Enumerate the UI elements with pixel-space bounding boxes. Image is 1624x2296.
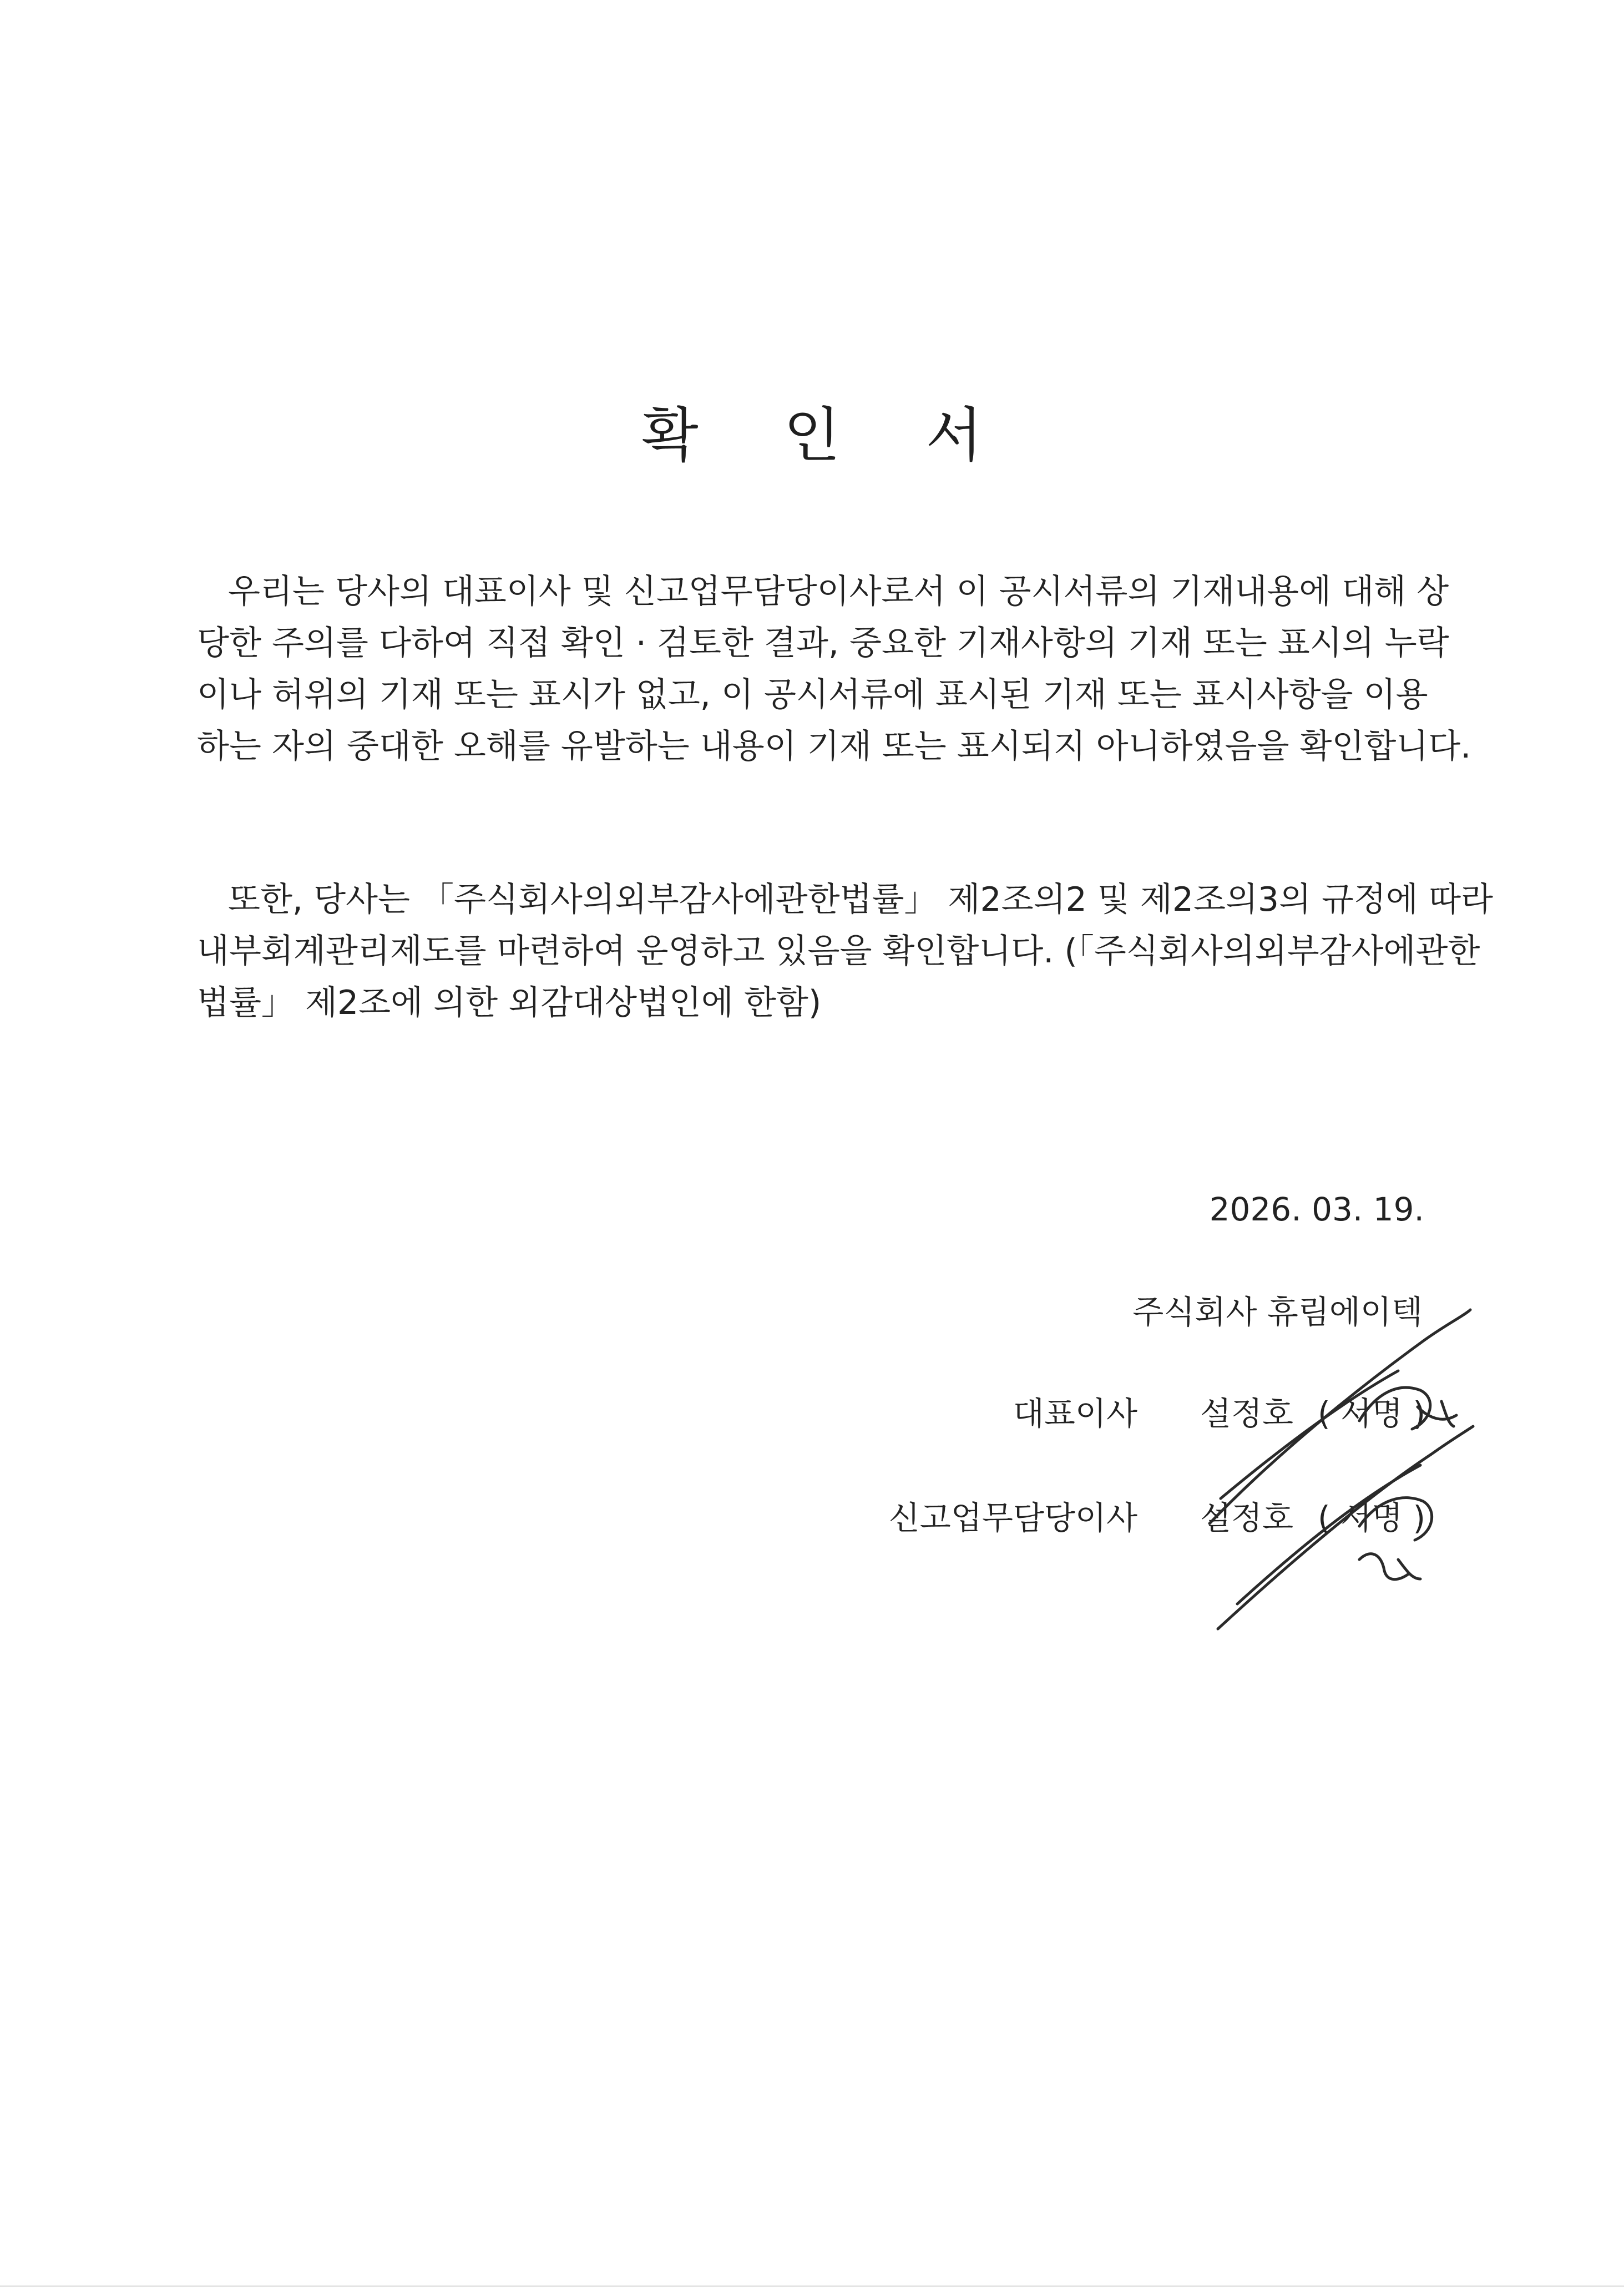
document-title: 확 인 서 xyxy=(641,401,1016,470)
paragraph-line: 우리는 당사의 대표이사 및 신고업무담당이사로서 이 공시서류의 기재내용에 대해 상 xyxy=(228,572,1449,611)
filer-name: 설정호 xyxy=(1200,1499,1294,1537)
paragraph-line: 이나 허위의 기재 또는 표시가 없고, 이 공시서류에 표시된 기재 또는 표시사항을 이용 xyxy=(197,675,1428,714)
paragraph-line: 또한, 당사는 「주식회사의외부감사에관한법률」 제2조의2 및 제2조의3의 규정에 따라 xyxy=(228,880,1493,919)
company-name: 주식회사 휴림에이텍 xyxy=(1132,1293,1423,1331)
ceo-name: 설정호 xyxy=(1200,1395,1294,1432)
filer-signature-placeholder: ( 서명 ) xyxy=(1318,1499,1426,1537)
page-edge-divider xyxy=(0,2285,1624,2287)
internal-control-paragraph xyxy=(197,874,1493,1029)
confirmation-paragraph xyxy=(197,566,1471,773)
ceo-signature-placeholder: ( 서명 ) xyxy=(1318,1395,1426,1432)
paragraph-line: 당한 주의를 다하여 직접 확인 · 검토한 결과, 중요한 기재사항의 기재 또는 표시의 누락 xyxy=(197,624,1449,663)
document-date: 2026. 03. 19. xyxy=(1209,1190,1424,1228)
paragraph-line: 내부회계관리제도를 마련하여 운영하고 있음을 확인합니다. (「주식회사의외부감사에관한 xyxy=(197,932,1480,971)
filer-role-label: 신고업무담당이사 xyxy=(888,1499,1137,1537)
ceo-role-label: 대표이사 xyxy=(1013,1395,1137,1432)
ceo-signature-row xyxy=(0,1387,1137,1432)
paragraph-line: 법률」 제2조에 의한 외감대상법인에 한함) xyxy=(197,983,822,1022)
paragraph-line: 하는 자의 중대한 오해를 유발하는 내용이 기재 또는 표시되지 아니하였음을 확인합니다. xyxy=(197,727,1471,766)
filer-signature-row xyxy=(0,1492,1137,1536)
